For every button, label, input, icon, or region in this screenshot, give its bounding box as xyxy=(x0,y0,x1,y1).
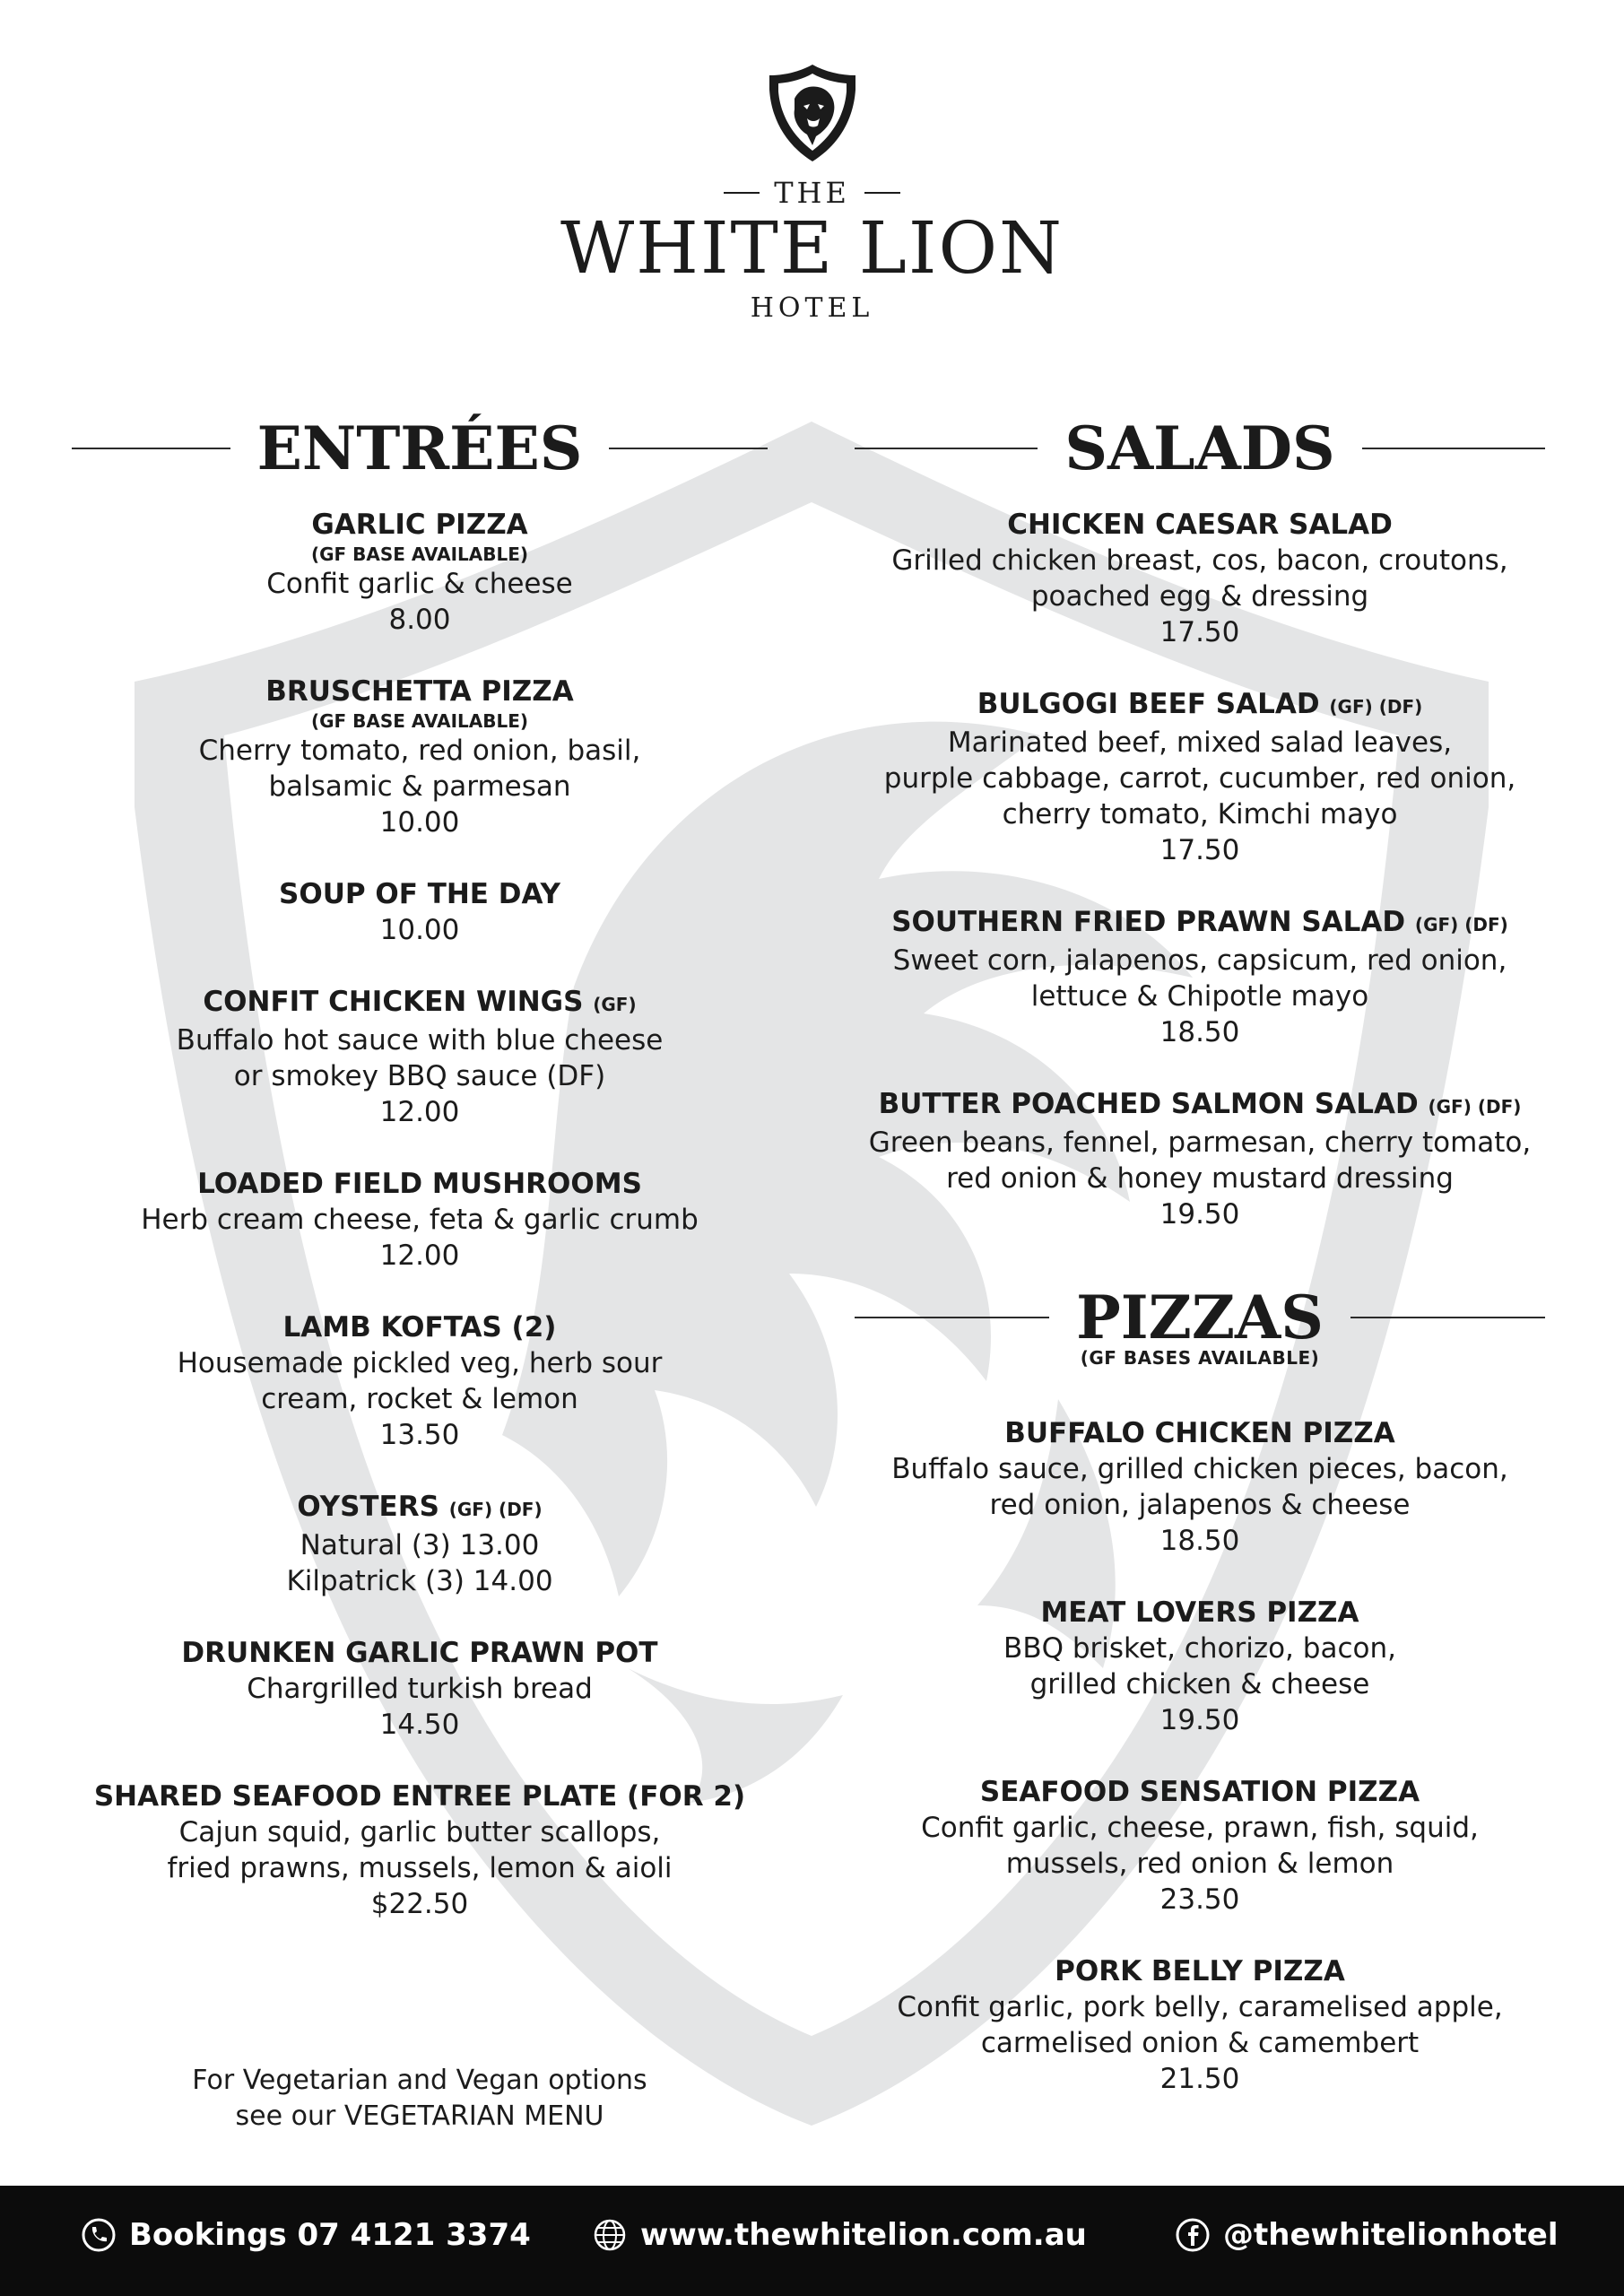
item-name: CONFIT CHICKEN WINGS xyxy=(203,986,584,1018)
item-price: 12.00 xyxy=(379,1096,460,1128)
menu-item xyxy=(72,1489,768,1599)
item-name-row xyxy=(855,1595,1545,1631)
footer-bar xyxy=(0,2186,1624,2296)
globe-icon xyxy=(592,2217,628,2253)
heading-rule xyxy=(1350,1317,1545,1318)
item-description: Natural (3) 13.00 Kilpatrick (3) 14.00 xyxy=(286,1529,553,1597)
item-note: (GF BASE AVAILABLE) xyxy=(310,710,529,732)
item-description: Confit garlic & cheese xyxy=(266,568,573,600)
item-name-row xyxy=(72,876,768,912)
bookings-link[interactable] xyxy=(81,2217,531,2253)
entrees-list xyxy=(72,507,768,1922)
dietary-tag: (GF) xyxy=(593,994,637,1015)
logo-name: WHITE LION xyxy=(560,206,1064,290)
menu-item xyxy=(72,674,768,840)
entrees-heading xyxy=(72,408,768,489)
logo-rule-right xyxy=(864,192,900,194)
item-name-row xyxy=(855,507,1545,543)
item-name-row xyxy=(855,1774,1545,1810)
item-name-row xyxy=(855,1086,1545,1125)
menu-item xyxy=(855,904,1545,1050)
menu-item xyxy=(72,507,768,638)
item-name: BUFFALO CHICKEN PIZZA xyxy=(1004,1417,1395,1449)
item-description: Cherry tomato, red onion, basil, balsamic & parmesan xyxy=(198,735,641,803)
item-name-row xyxy=(855,904,1545,943)
item-description: Buffalo sauce, grilled chicken pieces, bacon, red onion, jalapenos & cheese xyxy=(891,1453,1508,1521)
pizzas-list xyxy=(855,1415,1545,2097)
menu-item xyxy=(72,1166,768,1274)
item-price: 17.50 xyxy=(1159,834,1240,866)
item-price: 10.00 xyxy=(379,806,460,839)
item-name-row xyxy=(72,1166,768,1202)
item-price: 14.50 xyxy=(379,1709,460,1741)
entrees-column xyxy=(72,408,768,1922)
heading-rule xyxy=(1362,448,1545,449)
item-description: Green beans, fennel, parmesan, cherry tomato, red onion & honey mustard dressing xyxy=(868,1126,1532,1195)
item-name: SOUTHERN FRIED PRAWN SALAD xyxy=(891,906,1406,938)
item-name: BULGOGI BEEF SALAD xyxy=(977,688,1320,720)
entrees-title: ENTRÉES xyxy=(256,413,583,483)
heading-rule xyxy=(855,1317,1049,1318)
item-name: OYSTERS xyxy=(297,1491,439,1523)
item-price: 13.50 xyxy=(379,1419,460,1451)
item-name-row xyxy=(72,1779,768,1814)
item-name: BUTTER POACHED SALMON SALAD xyxy=(878,1088,1419,1120)
item-name: LOADED FIELD MUSHROOMS xyxy=(197,1168,642,1200)
item-price: 17.50 xyxy=(1159,616,1240,648)
item-price: $22.50 xyxy=(370,1888,469,1920)
item-price: 18.50 xyxy=(1159,1525,1240,1557)
item-name-row xyxy=(72,1635,768,1671)
menu-item xyxy=(855,1086,1545,1232)
menu-item xyxy=(855,1415,1545,1559)
menu-item xyxy=(72,1309,768,1453)
pizzas-section xyxy=(855,1277,1545,2097)
item-name: SOUP OF THE DAY xyxy=(279,878,560,910)
item-name-row xyxy=(855,686,1545,725)
item-description: Confit garlic, cheese, prawn, fish, squid, mussels, red onion & lemon xyxy=(921,1812,1479,1880)
facebook-icon xyxy=(1175,2217,1211,2253)
menu-item xyxy=(72,1635,768,1743)
item-description: Grilled chicken breast, cos, bacon, croutons, poached egg & dressing xyxy=(891,544,1508,613)
heading-rule xyxy=(855,448,1038,449)
item-price: 23.50 xyxy=(1159,1883,1240,1916)
logo-hotel: HOTEL xyxy=(750,292,874,324)
website-text: www.thewhitelion.com.au xyxy=(640,2217,1087,2253)
item-name-row xyxy=(855,1953,1545,1989)
item-price: 19.50 xyxy=(1159,1704,1240,1736)
vegetarian-note: For Vegetarian and Vegan options see our VEGETARIAN MENU xyxy=(192,2065,647,2132)
menu-item xyxy=(855,1774,1545,1918)
logo-rule-left xyxy=(724,192,760,194)
phone-icon xyxy=(81,2217,117,2253)
item-name-row xyxy=(72,1309,768,1345)
menu-item xyxy=(855,507,1545,650)
menu-item xyxy=(72,1779,768,1922)
pizzas-heading xyxy=(855,1277,1545,1358)
item-description: Chargrilled turkish bread xyxy=(247,1673,593,1705)
item-description: Housemade pickled veg, herb sour cream, rocket & lemon xyxy=(177,1347,663,1415)
heading-rule xyxy=(72,448,230,449)
item-name: SHARED SEAFOOD ENTREE PLATE (FOR 2) xyxy=(93,1780,746,1813)
item-name-row xyxy=(72,1489,768,1527)
lion-crest-icon xyxy=(768,63,857,163)
menu-item xyxy=(855,1953,1545,2097)
item-name: LAMB KOFTAS (2) xyxy=(282,1311,557,1344)
item-name-row xyxy=(72,507,768,543)
social-link[interactable] xyxy=(1175,2217,1559,2253)
menu-item xyxy=(72,876,768,948)
item-price: 18.50 xyxy=(1159,1016,1240,1048)
item-name: PORK BELLY PIZZA xyxy=(1055,1955,1345,1987)
hotel-logo xyxy=(0,63,1624,324)
item-name: GARLIC PIZZA xyxy=(311,509,528,541)
pizzas-subtitle: (GF BASES AVAILABLE) xyxy=(1080,1347,1320,1369)
social-text: @thewhitelionhotel xyxy=(1223,2217,1559,2253)
dietary-tag: (GF) (DF) xyxy=(1428,1096,1522,1118)
item-note: (GF BASE AVAILABLE) xyxy=(310,544,529,565)
item-description: Buffalo hot sauce with blue cheese or smokey BBQ sauce (DF) xyxy=(176,1024,664,1092)
dietary-tag: (GF) (DF) xyxy=(1329,696,1423,718)
item-name-row xyxy=(72,984,768,1022)
logo-the: THE xyxy=(774,176,850,210)
website-link[interactable] xyxy=(592,2217,1087,2253)
dietary-tag: (GF) (DF) xyxy=(1414,914,1508,935)
item-price: 19.50 xyxy=(1159,1198,1240,1231)
heading-rule xyxy=(609,448,768,449)
pizzas-title: PIZZAS xyxy=(1076,1283,1324,1352)
menu-item xyxy=(72,984,768,1130)
dietary-tag: (GF) (DF) xyxy=(448,1499,543,1520)
menu-item xyxy=(855,686,1545,868)
salads-heading xyxy=(855,408,1545,489)
item-description: Confit garlic, pork belly, caramelised apple, carmelised onion & camembert xyxy=(897,1991,1503,2059)
item-price: 21.50 xyxy=(1159,2063,1240,2095)
item-name: DRUNKEN GARLIC PRAWN POT xyxy=(181,1637,658,1669)
salads-title: SALADS xyxy=(1064,413,1335,483)
item-name-row xyxy=(72,674,768,709)
salads-list xyxy=(855,507,1545,1232)
item-description: BBQ brisket, chorizo, bacon, grilled chicken & cheese xyxy=(1003,1632,1396,1700)
bookings-text: Bookings 07 4121 3374 xyxy=(129,2217,531,2253)
item-name: CHICKEN CAESAR SALAD xyxy=(1007,509,1393,541)
item-description: Marinated beef, mixed salad leaves, purple cabbage, carrot, cucumber, red onion, cherry tomato, Kimchi mayo xyxy=(883,726,1516,831)
item-description: Sweet corn, jalapenos, capsicum, red onion, lettuce & Chipotle mayo xyxy=(892,944,1507,1013)
item-price: 8.00 xyxy=(388,604,451,636)
item-name: SEAFOOD SENSATION PIZZA xyxy=(979,1776,1420,1808)
salads-pizzas-column xyxy=(855,408,1545,2097)
item-description: Cajun squid, garlic butter scallops, fried prawns, mussels, lemon & aioli xyxy=(167,1816,673,1884)
menu-item xyxy=(855,1595,1545,1738)
item-name: BRUSCHETTA PIZZA xyxy=(265,675,574,708)
item-price: 12.00 xyxy=(379,1239,460,1272)
item-name: MEAT LOVERS PIZZA xyxy=(1040,1596,1359,1629)
item-name-row xyxy=(855,1415,1545,1451)
item-description: Herb cream cheese, feta & garlic crumb xyxy=(141,1204,699,1236)
item-price: 10.00 xyxy=(379,914,460,946)
